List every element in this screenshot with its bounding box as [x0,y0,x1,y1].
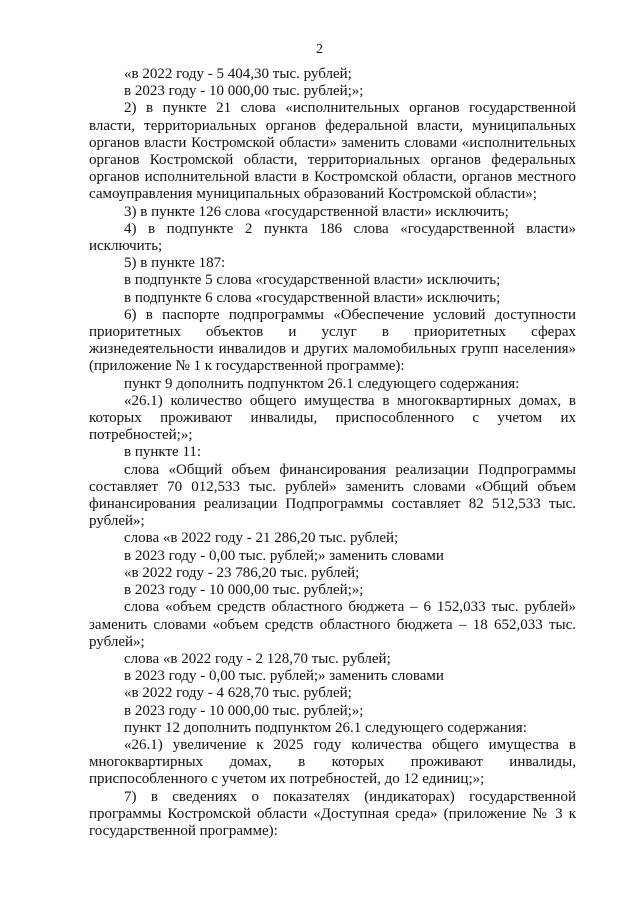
paragraph: «26.1) увеличение к 2025 году количества общего имущества в многоквартирных домах, в которых проживают инвалиды, приспособленного с учетом их потребностей, до 12 единиц;»; [89,736,576,788]
paragraph: «в 2022 году - 23 786,20 тыс. рублей; [124,564,360,581]
paragraph: в 2023 году - 0,00 тыс. рублей;» заменить словами [124,547,444,564]
paragraph: 6) в паспорте подпрограммы «Обеспечение условий доступности приоритетных объектов и услуг в приоритетных сферах жизнедеятельности инвалидов и других маломобильных групп населения» (приложение № 1 к государственной программе): [89,306,576,375]
paragraph: слова «в 2022 году - 21 286,20 тыс. рублей; [124,530,399,547]
paragraph: 4) в подпункте 2 пункта 186 слова «государственной власти» исключить; [89,220,576,255]
page-number: 2 [316,42,323,57]
paragraph: слова «в 2022 году - 2 128,70 тыс. рублей; [124,650,391,667]
paragraph: пункт 9 дополнить подпунктом 26.1 следующего содержания: [124,375,520,392]
document-body [89,66,576,840]
paragraph: «в 2022 году - 4 628,70 тыс. рублей; [124,685,352,702]
paragraph: в 2023 году - 10 000,00 тыс. рублей;»; [124,83,364,100]
paragraph: в 2023 году - 0,00 тыс. рублей;» заменить словами [124,668,444,685]
paragraph: в 2023 году - 10 000,00 тыс. рублей;»; [124,582,364,599]
paragraph: «26.1) количество общего имущества в многоквартирных домах, в которых проживают инвалиды, приспособленного с учетом их потребностей;»; [89,392,576,444]
paragraph: 7) в сведениях о показателях (индикаторах) государственной программы Костромской области «Доступная среда» (приложение № 3 к государственной программе): [89,788,576,839]
paragraph: «в 2022 году - 5 404,30 тыс. рублей; [124,66,352,82]
paragraph: 3) в пункте 126 слова «государственной власти» исключить; [124,203,509,220]
paragraph: слова «Общий объем финансирования реализации Подпрограммы составляет 70 012,533 тыс. рублей» заменить словами «Общий объем финансирования реализации Подпрограммы составляет 82 512,533 тыс. рублей»; [89,461,576,530]
paragraph: пункт 12 дополнить подпунктом 26.1 следующего содержания: [124,719,527,736]
paragraph: в пункте 11: [124,444,202,461]
paragraph: в подпункте 5 слова «государственной власти» исключить; [124,272,501,289]
paragraph: 5) в пункте 187: [124,255,226,272]
paragraph: слова «объем средств областного бюджета – 6 152,033 тыс. рублей» заменить словами «объем средств областного бюджета – 18 652,033 тыс. рублей»; [89,599,576,650]
paragraph: 2) в пункте 21 слова «исполнительных органов государственной власти, территориальных органов федеральной власти, муниципальных органов власти Костромской области» заменить словами «исполнительных органов Костромской области, территориальных органов федеральных органов исполнительной власти в Костромской области, органов местного самоуправления муниципальных образований Костромской области»; [89,100,576,203]
paragraph: в 2023 году - 10 000,00 тыс. рублей;»; [124,702,364,719]
paragraph: в подпункте 6 слова «государственной власти» исключить; [124,289,501,306]
